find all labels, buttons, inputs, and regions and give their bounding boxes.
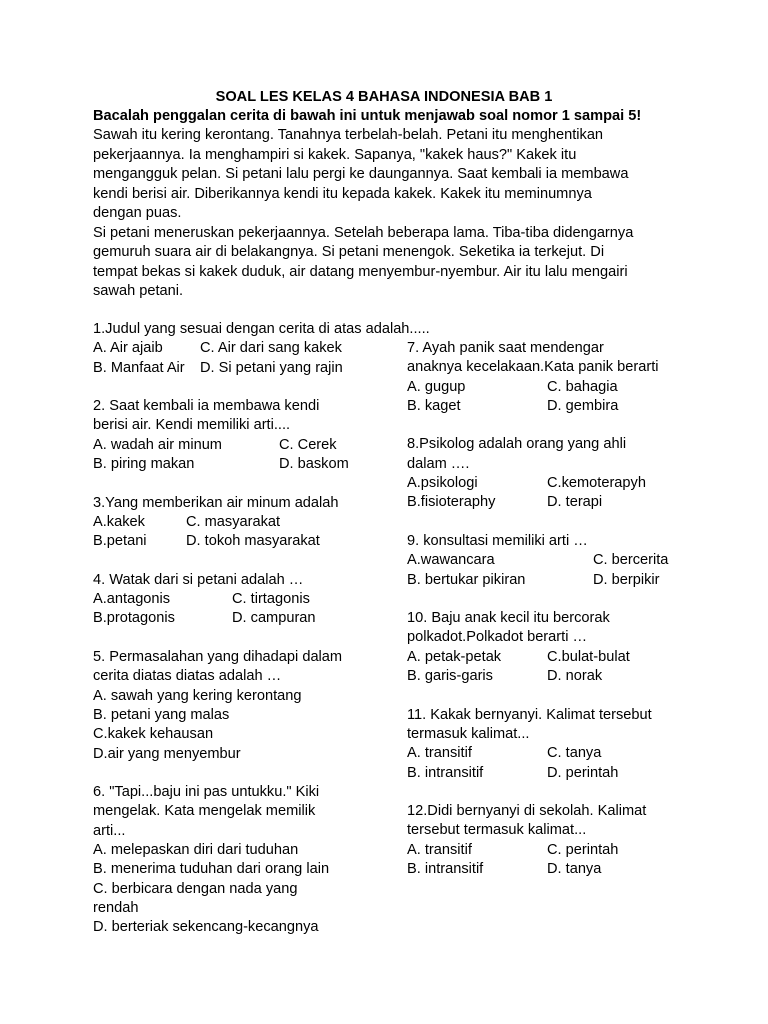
option-c: C. bahagia (547, 378, 618, 395)
page-title: SOAL LES KELAS 4 BAHASA INDONESIA BAB 1 (215, 89, 553, 105)
question-2 (93, 397, 393, 474)
options-row (93, 455, 393, 474)
options-row (407, 493, 707, 512)
question-3 (93, 494, 393, 552)
option-d: D. norak (547, 668, 603, 685)
option-b: B. bertukar pikiran (407, 571, 526, 588)
option-c: C. Cerek (279, 436, 337, 453)
option-c: C.kakek kehausan (93, 726, 214, 743)
option-c: C. tanya (547, 745, 602, 762)
question-8 (407, 435, 707, 512)
options-row (407, 667, 707, 686)
options-row (407, 841, 707, 860)
story-line: Si petani meneruskan pekerjaannya. Setelah beberapa lama. Tiba-tiba didengarnya (93, 224, 634, 241)
options-row (93, 590, 393, 609)
option-b: B.protagonis (93, 610, 175, 627)
question-text: 11. Kakak bernyanyi. Kalimat tersebut (407, 706, 652, 723)
option-d: D. berpikir (593, 571, 660, 588)
story-line: kendi berisi air. Diberikannya kendi itu kepada kakek. Kakek itu meminumnya (93, 185, 592, 202)
question-text: 9. konsultasi memiliki arti … (407, 532, 588, 549)
options-row (407, 571, 707, 590)
question-text: 5. Permasalahan yang dihadapi dalam (93, 649, 343, 666)
option-c: C. masyarakat (186, 513, 281, 530)
option-c: C. bercerita (593, 552, 669, 569)
option-c: C. berbicara dengan nada yang (93, 880, 298, 897)
story-line: sawah petani. (93, 283, 184, 299)
option-b: B. intransitif (407, 764, 484, 781)
question-12 (407, 802, 707, 879)
question-text: 12.Didi bernyanyi di sekolah. Kalimat (407, 803, 647, 820)
story-line: tempat bekas si kakek duduk, air datang menyembur-nyembur. Air itu lalu mengairi (93, 263, 628, 280)
question-text: 4. Watak dari si petani adalah … (93, 571, 304, 588)
question-text: berisi air. Kendi memiliki arti.... (93, 417, 291, 434)
question-text: 3.Yang memberikan air minum adalah (93, 494, 339, 511)
question-6 (93, 783, 393, 937)
left-column (93, 320, 430, 957)
option-a: A. petak-petak (407, 648, 502, 665)
option-d: D. baskom (279, 456, 349, 473)
option-a: A.antagonis (93, 591, 171, 608)
option-b: B. petani yang malas (93, 706, 230, 723)
option-b: B.fisioteraphy (407, 494, 496, 511)
option-c: C. perintah (547, 841, 619, 858)
question-text: 8.Psikolog adalah orang yang ahli (407, 436, 627, 453)
options-row (407, 397, 707, 416)
option-d: D. tanya (547, 861, 602, 878)
option-a: A.psikologi (407, 475, 478, 492)
option-d: D. perintah (547, 764, 619, 781)
options-row (407, 764, 707, 783)
question-9 (407, 532, 707, 590)
option-b: B. menerima tuduhan dari orang lain (93, 861, 330, 878)
option-a: A.kakek (93, 513, 145, 530)
story-line: Sawah itu kering kerontang. Tanahnya terbelah-belah. Petani itu menghentikan (93, 127, 604, 143)
option-d: D. terapi (547, 494, 603, 511)
option-d: D. berteriak sekencang-kecangnya (93, 919, 319, 936)
story-line: mengangguk pelan. Si petani lalu pergi ke daungannya. Saat kembali ia membawa (93, 166, 629, 182)
option-b: B. garis-garis (407, 668, 493, 685)
question-text: tersebut termasuk kalimat... (407, 822, 587, 839)
question-text: 6. "Tapi...baju ini pas untukku." Kiki (93, 784, 320, 801)
story-line: dengan puas. (93, 205, 182, 221)
story-line: gemuruh suara air di belakangnya. Si petani menengok. Seketika ia terkejut. Di (93, 244, 605, 260)
options-row (407, 648, 707, 667)
question-text: 7. Ayah panik saat mendengar (407, 340, 604, 356)
option-c: C. tirtagonis (232, 591, 310, 608)
option-b: B. piring makan (93, 456, 195, 473)
story-line: pekerjaannya. Ia menghampiri si kakek. Sapanya, "kakek haus?" Kakek itu (93, 146, 577, 163)
options-row (93, 436, 393, 455)
option-c: C. Air dari sang kakek (200, 340, 342, 357)
option-a: A. Air ajaib (93, 340, 163, 357)
question-text: 1.Judul yang sesuai dengan cerita di atas adalah..... (93, 321, 430, 337)
option-b: B.petani (93, 533, 147, 550)
option-d: D.air yang menyembur (93, 745, 241, 762)
option-a: A. melepaskan diri dari tuduhan (93, 842, 299, 859)
question-11 (407, 706, 707, 783)
option-d: D. Si petani yang rajin (200, 359, 343, 376)
options-row (93, 513, 393, 532)
option-a: A. transitif (407, 745, 472, 762)
options-row (407, 551, 707, 570)
story-passage (93, 126, 693, 302)
question-5 (93, 648, 393, 764)
option-a: A.wawancara (407, 552, 495, 569)
question-text: dalam …. (407, 455, 470, 472)
instruction: Bacalah penggalan cerita di bawah ini untuk menjawab soal nomor 1 sampai 5! (93, 108, 642, 124)
option-d: D. gembira (547, 397, 619, 414)
question-text: arti... (93, 822, 126, 839)
question-7 (407, 339, 707, 416)
option-c: C.kemoterapyh (547, 475, 646, 492)
options-row (407, 860, 707, 879)
question-text: termasuk kalimat... (407, 725, 530, 742)
question-text: cerita diatas diatas adalah … (93, 668, 282, 685)
right-column (407, 339, 707, 899)
option-b: B. intransitif (407, 861, 484, 878)
question-text: 10. Baju anak kecil itu bercorak (407, 610, 610, 627)
options-row (93, 609, 393, 628)
question-text: polkadot.Polkadot berarti … (407, 629, 588, 646)
question-10 (407, 609, 707, 686)
question-text: mengelak. Kata mengelak memilik (93, 803, 316, 820)
option-c-continued: rendah (93, 899, 139, 916)
options-row (407, 744, 707, 763)
option-a: A. wadah air minum (93, 436, 222, 453)
options-row (93, 359, 393, 378)
option-a: A. transitif (407, 841, 472, 858)
question-text: 2. Saat kembali ia membawa kendi (93, 398, 320, 415)
option-b: B. kaget (407, 397, 461, 414)
question-text: anaknya kecelakaan.Kata panik berarti (407, 359, 659, 376)
option-d: D. tokoh masyarakat (186, 533, 320, 550)
option-b: B. Manfaat Air (93, 359, 185, 376)
option-c: C.bulat-bulat (547, 648, 630, 665)
question-1 (93, 320, 430, 378)
options-row (93, 339, 393, 358)
option-a: A. sawah yang kering kerontang (93, 687, 302, 704)
options-row (407, 474, 707, 493)
option-a: A. gugup (407, 378, 466, 395)
option-d: D. campuran (232, 610, 316, 627)
options-row (407, 378, 707, 397)
question-4 (93, 571, 393, 629)
options-row (93, 532, 393, 551)
